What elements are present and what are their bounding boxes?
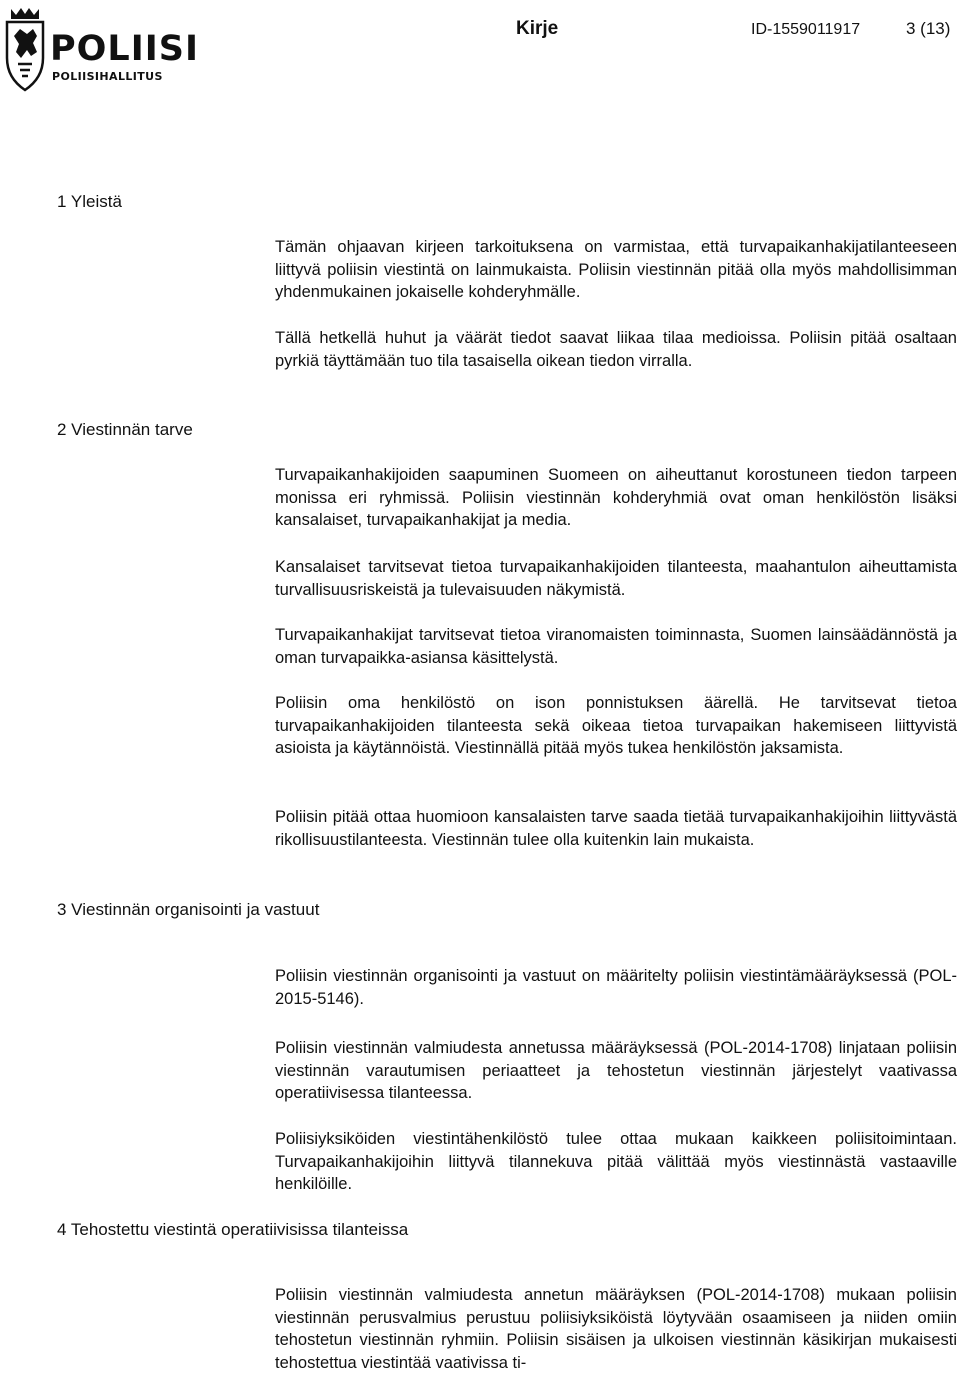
section-heading-3: 3 Viestinnän organisointi ja vastuut — [57, 900, 320, 919]
paragraph: Poliisin viestinnän organisointi ja vastuut on määritelty poliisin viestintämääräyksessä (POL-2015-5146). — [275, 967, 957, 1008]
logo-wordmark: POLIISI — [50, 29, 199, 69]
paragraph: Poliisin oma henkilöstö on ison ponnistuksen äärellä. He tarvitsevat tietoa turvapaikanhakijoiden tilanteesta sekä oikeaa tietoa turvapaikan hakemiseen liittyvistä asioista ja käytännöistä. Viestinnällä pitää myös tukea henkilöstön jaksamista. — [275, 694, 957, 758]
poliisi-logo — [4, 6, 214, 96]
logo-subtitle: POLIISIHALLITUS — [52, 70, 163, 83]
paragraph: Turvapaikanhakijoiden saapuminen Suomeen on aiheuttanut korostuneen tiedon tarpeen monissa eri ryhmissä. Poliisin viestinnän kohderyhmiä ovat oman henkilöstön lisäksi kansalaiset, turvapaikanhakijat ja media. — [275, 466, 957, 530]
paragraph: Poliisin pitää ottaa huomioon kansalaisten tarve saada tietää turvapaikanhakijoihin liittyvästä rikollisuustilanteesta. Viestinnän tulee olla kuitenkin lain mukaista. — [275, 808, 957, 849]
section-heading-1: 1 Yleistä — [57, 192, 122, 211]
paragraph: Tällä hetkellä huhut ja väärät tiedot saavat liikaa tilaa medioissa. Poliisin pitää osaltaan pyrkiä täyttämään tuo tila tasaisella oikean tiedon virralla. — [275, 329, 957, 370]
section-heading-2: 2 Viestinnän tarve — [57, 420, 193, 439]
paragraph: Tämän ohjaavan kirjeen tarkoituksena on varmistaa, että turvapaikanhakijatilanteeseen liittyvä poliisin viestintä on lainmukaista. Poliisin viestinnän pitää olla myös mahdollisimman yhdenmukainen jokaiselle kohderyhmälle. — [275, 238, 957, 302]
police-emblem-icon — [4, 6, 46, 92]
document-type: Kirje — [516, 18, 559, 39]
document-id: ID-1559011917 — [751, 21, 861, 38]
section-heading-4: 4 Tehostettu viestintä operatiivisissa tilanteissa — [57, 1220, 409, 1239]
paragraph: Kansalaiset tarvitsevat tietoa turvapaikanhakijoiden tilanteesta, maahantulon aiheuttamista turvallisuusriskeistä ja tulevaisuuden näkymistä. — [275, 558, 957, 599]
paragraph: Poliisiyksiköiden viestintähenkilöstö tulee ottaa mukaan kaikkeen poliisitoimintaan. Turvapaikanhakijoihin liittyvä tilannekuva pitää välittää myös viestinnästä vastaaville henkilöille. — [275, 1130, 957, 1194]
paragraph: Poliisin viestinnän valmiudesta annetun määräyksen (POL-2014-1708) mukaan poliisin viestinnän perusvalmius perustuu poliisiyksiköistä löytyvään osaamiseen ja niiden omiin tehostetun viestinnän ryhmiin. Poliisin sisäisen ja ulkoisen viestinnän käsikirjan mukaisesti tehostettua viestintää vaativissa ti- — [275, 1286, 957, 1373]
paragraph: Poliisin viestinnän valmiudesta annetussa määräyksessä (POL-2014-1708) linjataan poliisin viestinnän varautumisen periaatteet ja tehostetun viestinnän järjestelyt vaativassa operatiivisessa tilanteessa. — [275, 1039, 957, 1103]
paragraph: Turvapaikanhakijat tarvitsevat tietoa viranomaisten toiminnasta, Suomen lainsäädännöstä ja oman turvapaikka-asiansa käsittelystä. — [275, 626, 957, 667]
page-number: 3 (13) — [906, 19, 951, 38]
page-header — [0, 0, 960, 110]
